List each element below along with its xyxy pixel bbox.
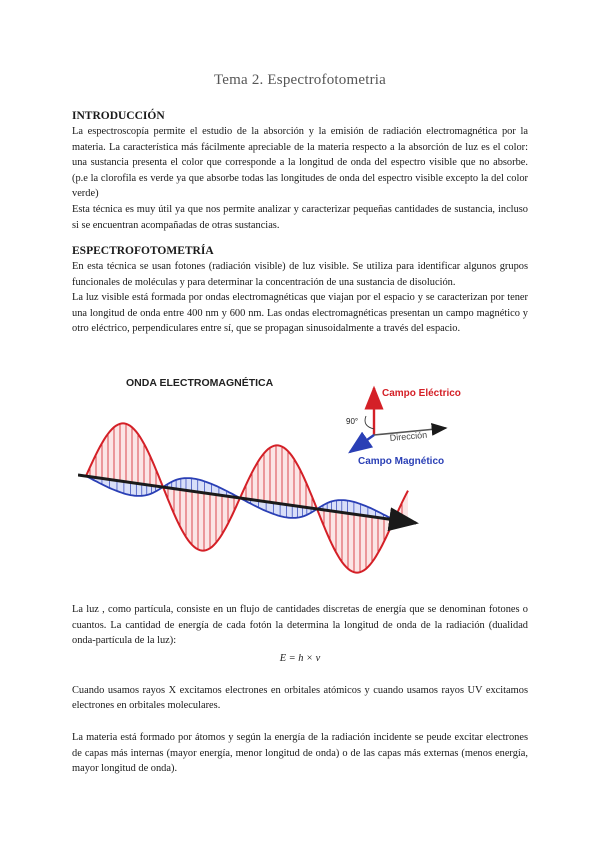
spectro-heading: ESPECTROFOTOMETRÍA (72, 245, 214, 257)
intro-paragraph-1: La espectroscopía permite el estudio de la absorción y la emisión de radiación electromagnética por la materia. La característica más fácilmente apreciable de la materia respecto a la absorción de luz es el color: una sustancia presenta el color que corresponde a la longitud de onda del espectro visible que no absorbe. (p.e la clorofila es verde ya que absorbe todas las longitudes de onda del espectro visible excepto la del color verde) (72, 126, 528, 200)
electric-field-label: Campo Eléctrico (382, 388, 461, 399)
intro-section (72, 108, 528, 233)
em-wave-figure (78, 368, 508, 598)
photon-paragraph: La luz , como partícula, consiste en un flujo de cantidades discretas de energía que se denominan fotones o cuantos. La cantidad de energía de cada fotón la determina la longitud de onda de la radiación (dualidad onda-partícula de la luz): (72, 604, 528, 647)
intro-heading: INTRODUCCIÓN (72, 110, 165, 122)
spectro-section (72, 243, 528, 337)
page-title: Tema 2. Espectrofotometria (213, 72, 386, 88)
energy-formula: E = h × ν (279, 652, 321, 664)
spectro-paragraph-1: En esta técnica se usan fotones (radiación visible) de luz visible. Se utiliza para identificar algunos grupos funcionales de moléculas y para determinar la concentración de una sustancia de disolución. (72, 261, 528, 288)
right-angle-arc (365, 416, 374, 429)
magnetic-field-arrow (350, 435, 374, 452)
body-section (72, 602, 528, 777)
matter-excitation-paragraph: La materia está formado por átomos y según la energía de la radiación incidente se peude excitar electrones de capas más internas (mayor energía, menor longitud de onda) o de las capas más externas (menos energía, mayor longitud de onda). (72, 731, 528, 775)
figure-title: ONDA ELECTROMAGNÉTICA (126, 377, 274, 389)
direction-label: Dirección (389, 429, 428, 443)
intro-paragraph-2: Esta técnica es muy útil ya que nos permite analizar y caracterizar pequeñas cantidades de sustancia, incluso si se encuentran acompañadas de otras sustancias. (72, 203, 528, 231)
xray-uv-paragraph: Cuando usamos rayos X excitamos electrones en orbitales atómicos y cuando usamos rayos UV excitamos electrones en orbitales moleculares. (72, 684, 528, 712)
magnetic-field-label: Campo Magnético (358, 456, 445, 467)
spectro-paragraph-2: La luz visible está formada por ondas electromagnéticas que viajan por el espacio y se caracterizan por tener una longitud de onda entre 400 nm y 600 nm. Las ondas electromagnéticas presentan un campo magnético y otro eléctrico, perpendiculares entre sí, que se propagan sinusoidalmente a través del espacio. (72, 292, 528, 335)
em-wave-diagram (78, 368, 508, 598)
angle-label: 90° (346, 417, 359, 426)
